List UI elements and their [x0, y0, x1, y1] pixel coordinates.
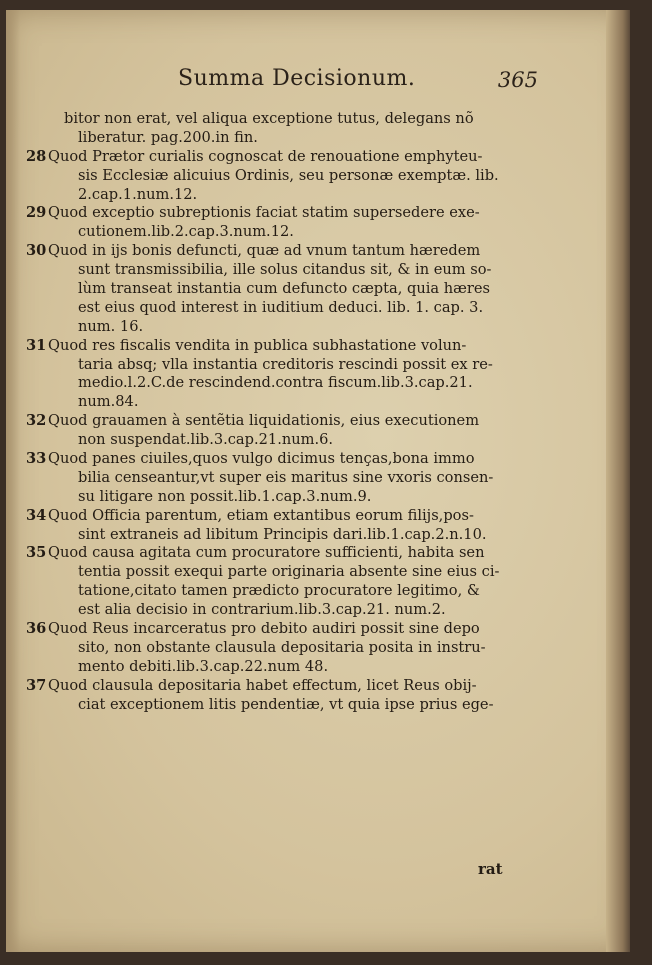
entry-line [26, 167, 526, 186]
entry-line [26, 186, 526, 205]
decision-entry [26, 677, 526, 715]
entry-line [26, 204, 526, 223]
decision-summary-list [26, 110, 526, 715]
entry-text: est eius quod interest in iuditium deduci. lib. 1. cap. 3. [78, 298, 484, 316]
entry-line [26, 639, 526, 658]
entry-line [26, 450, 526, 469]
decision-entry [26, 337, 526, 413]
entry-line [26, 299, 526, 318]
entry-line [26, 488, 526, 507]
entry-line [26, 223, 526, 242]
entry-text: Quod in ijs bonis defuncti, quæ ad vnum tantum hæredem [48, 242, 481, 260]
entry-text: Quod Reus incarceratus pro debito audiri possit sine depo [48, 620, 480, 638]
entry-number: 30 [26, 242, 47, 260]
page-edge-shadow [6, 10, 20, 952]
decision-entry [26, 242, 526, 336]
entry-line [26, 318, 526, 337]
entry-text: Quod exceptio subreptionis faciat statim supersedere exe- [48, 204, 480, 222]
entry-text: bitor non erat, vel aliqua exceptione tutus, delegans nõ [64, 110, 474, 127]
entry-number: 31 [26, 336, 47, 354]
entry-text: mento debiti.lib.3.cap.22.num 48. [78, 657, 329, 675]
entry-number: 28 [26, 147, 47, 165]
entry-text: Quod Prætor curialis cognoscat de renouatione emphyteu- [48, 147, 483, 165]
entry-line [26, 658, 526, 677]
entry-line [26, 261, 526, 280]
entry-text: liberatur. pag.200.in fin. [78, 128, 258, 146]
entry-line [26, 696, 526, 715]
entry-text: Quod grauamen à sentẽtia liquidationis, eius executionem [48, 412, 480, 430]
entry-line [26, 356, 526, 375]
entry-line [26, 620, 526, 639]
page-number: 365 [497, 68, 538, 92]
entry-text: Quod causa agitata cum procuratore sufficienti, habita sen [48, 544, 485, 562]
entry-line [26, 148, 526, 167]
entry-text: sito, non obstante clausula depositaria posita in instru- [78, 638, 486, 656]
entry-text: medio.l.2.C.de rescindend.contra fiscum.lib.3.cap.21. [78, 374, 473, 392]
entry-text: num.84. [78, 393, 139, 411]
entry-text: Quod panes ciuiles,quos vulgo dicimus tenças,bona immo [48, 450, 475, 468]
decision-entry [26, 204, 526, 242]
entry-text: non suspendat.lib.3.cap.21.num.6. [78, 431, 334, 449]
entry-text: Quod res fiscalis vendita in publica subhastatione volun- [48, 336, 467, 354]
entry-text: sint extraneis ad libitum Principis dari.lib.1.cap.2.n.10. [78, 525, 487, 543]
entry-line [26, 393, 526, 412]
entry-line [26, 582, 526, 601]
entry-line [26, 469, 526, 488]
decision-entry [26, 620, 526, 677]
decision-entry [26, 450, 526, 507]
entry-line [26, 374, 526, 393]
entry-text: bilia censeantur,vt super eis maritus sine vxoris consen- [78, 468, 494, 486]
entry-line [26, 601, 526, 620]
entry-line [26, 544, 526, 563]
entry-line [26, 110, 526, 129]
entry-line [26, 507, 526, 526]
decision-entry [26, 110, 526, 148]
entry-number: 34 [26, 506, 47, 524]
entry-text: est alia decisio in contrarium.lib.3.cap.21. num.2. [78, 601, 446, 619]
entry-number: 32 [26, 412, 47, 430]
entry-number: 29 [26, 204, 47, 222]
decision-entry [26, 507, 526, 545]
running-title: Summa Decisionum. [178, 66, 416, 91]
entry-text: ciat exceptionem litis pendentiæ, vt quia ipse prius ege- [78, 695, 494, 713]
book-page [6, 10, 630, 952]
running-header [178, 66, 538, 102]
entry-text: tentia possit exequi parte originaria absente sine eius ci- [78, 563, 500, 581]
entry-text: lùm transeat instantia cum defuncto cæpta, quia hæres [78, 280, 490, 298]
decision-entry [26, 544, 526, 620]
entry-line [26, 412, 526, 431]
entry-text: Quod Officia parentum, etiam extantibus eorum filijs,pos- [48, 506, 474, 524]
decision-entry [26, 148, 526, 205]
entry-text: taria absq; vlla instantia creditoris rescindi possit ex re- [78, 355, 493, 373]
entry-text: cutionem.lib.2.cap.3.num.12. [78, 223, 294, 241]
entry-line [26, 129, 526, 148]
entry-line [26, 280, 526, 299]
decision-entry [26, 412, 526, 450]
entry-text: num. 16. [78, 317, 144, 335]
entry-text: sunt transmissibilia, ille solus citandus sit, & in eum so- [78, 261, 492, 279]
entry-text: su litigare non possit.lib.1.cap.3.num.9. [78, 487, 372, 505]
entry-line [26, 526, 526, 545]
entry-line [26, 563, 526, 582]
entry-line [26, 337, 526, 356]
entry-text: Quod clausula depositaria habet effectum, licet Reus obij- [48, 676, 477, 694]
entry-line [26, 242, 526, 261]
book-gutter [606, 10, 630, 952]
entry-text: tatione,citato tamen prædicto procuratore legitimo, & [78, 582, 480, 600]
entry-line [26, 431, 526, 450]
catchword: rat [478, 860, 503, 878]
entry-number: 36 [26, 620, 47, 638]
entry-number: 37 [26, 676, 47, 694]
entry-line [26, 677, 526, 696]
entry-number: 35 [26, 544, 47, 562]
entry-number: 33 [26, 450, 47, 468]
entry-text: 2.cap.1.num.12. [78, 185, 198, 203]
entry-text: sis Ecclesiæ alicuius Ordinis, seu personæ exemptæ. lib. [78, 166, 499, 184]
